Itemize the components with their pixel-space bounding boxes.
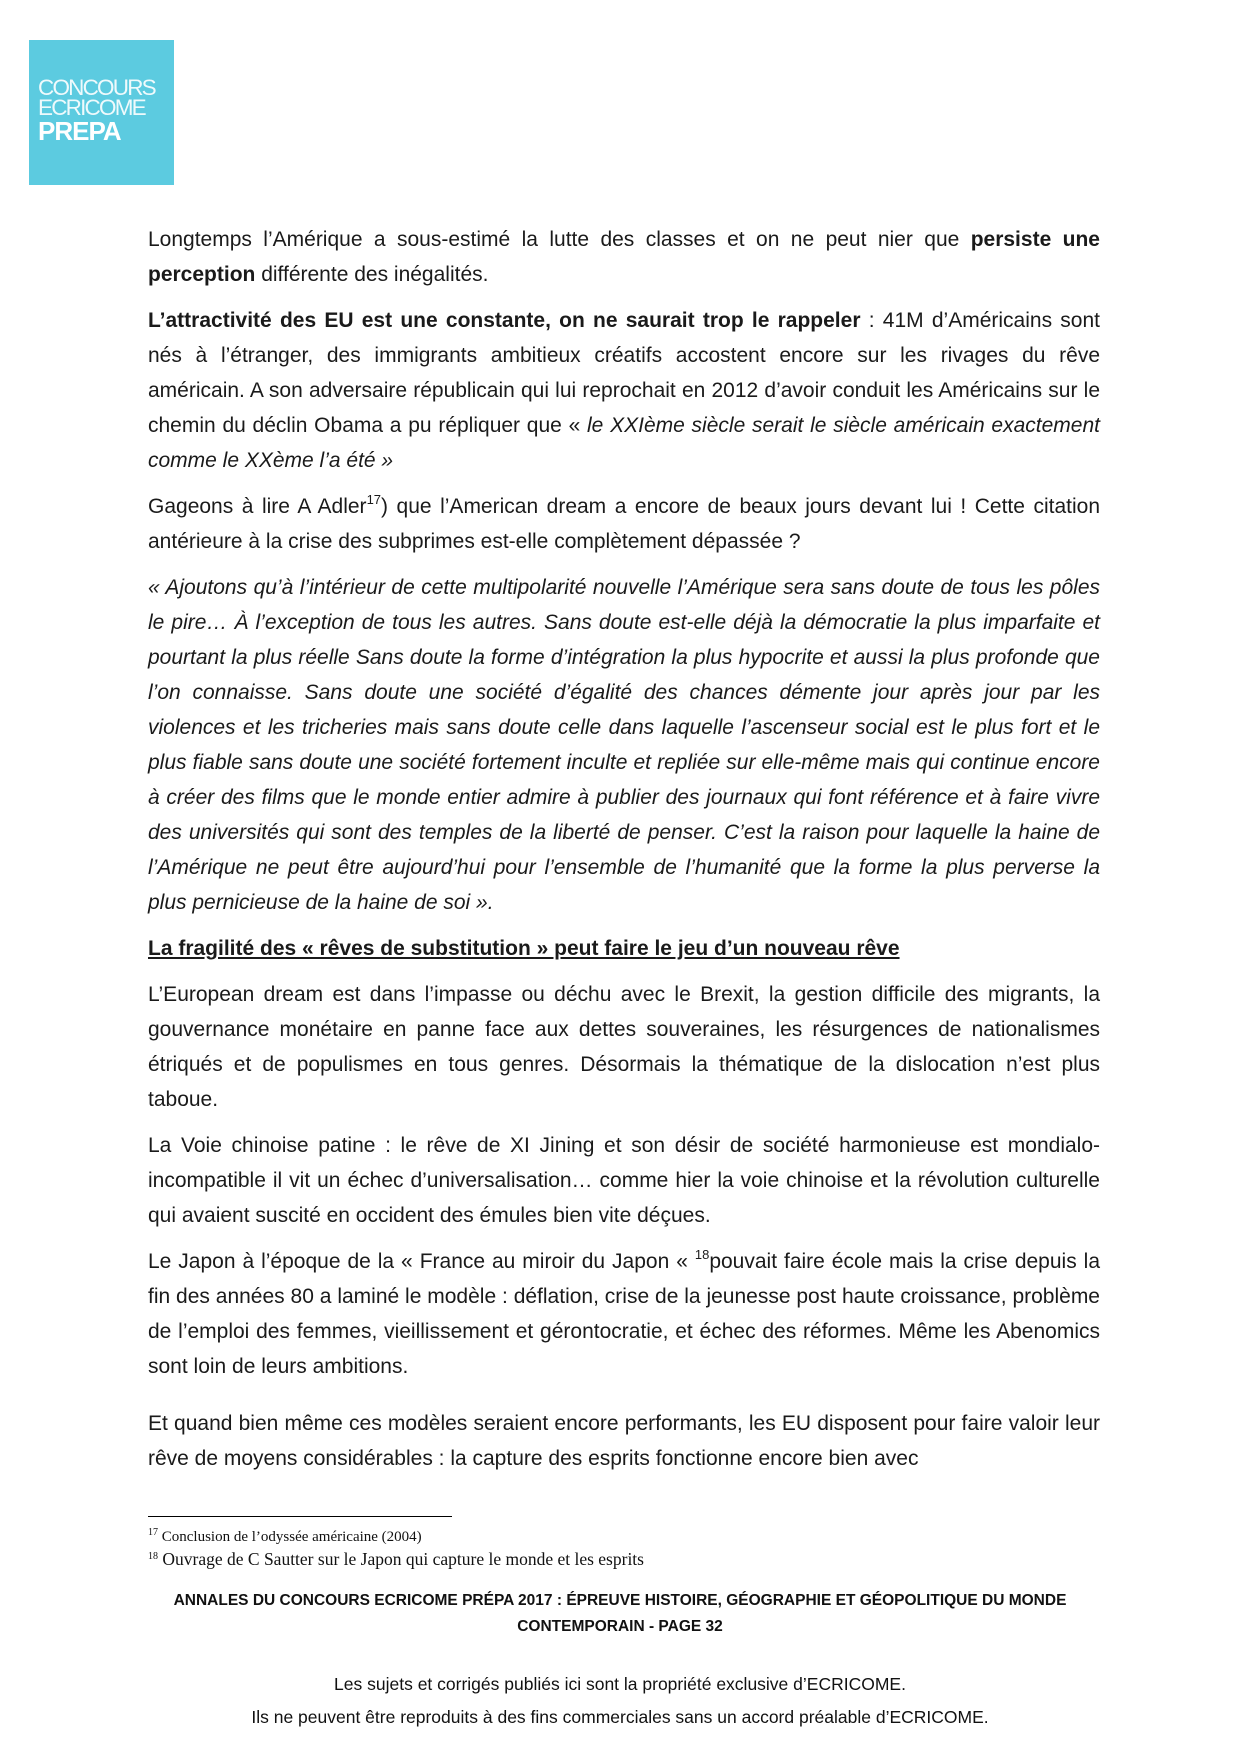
bold-phrase: L’attractivité des EU est une constante, on ne saurait trop le rappeler [148,309,861,332]
footnote-17: $^{17}$ Conclusion de l’odyssée américaine (2004) [148,1527,422,1545]
logo-line-concours: CONCOURS [38,75,155,100]
paragraph-chinese-way: La Voie chinoise patine : le rêve de XI Jining et son désir de société harmonieuse est mondialo-incompatible il vit un échec d’universalisation… comme hier la voie chinoise et la révolution culturelle qui avaient suscité en occident des émules bien vite déçues. [148,1134,1100,1227]
logo-line-ecricome: ECRICOME [38,95,145,120]
paragraph-attractiveness: L’attractivité des EU est une constante, on ne saurait trop le rappeler : 41M d’Américains sont nés à l’étranger, des immigrants ambitieux créatifs accostent encore sur les rivages du rêve américain. A son adversaire républicain qui lui reprochait en 2012 d’avoir conduit les Américains sur le chemin du déclin Obama a pu répliquer que « le XXIème siècle serait le siècle américain exactement comme le XXème l’a été » [148,309,1100,472]
footnote-separator [148,1516,452,1517]
obama-quote: le XXIème siècle serait le siècle américain exactement comme le XXème l’a été » [148,414,1100,472]
annales-line-1: ANNALES DU CONCOURS ECRICOME PRÉPA 2017 : ÉPREUVE HISTOIRE, GÉOGRAPHIE ET GÉOPOLITIQUE DU MONDE [173,1592,1067,1609]
paragraph-adler: Gageons à lire A Adler$^{17}$) que l’American dream a encore de beaux jours devant lui ! Cette citation antérieure à la crise des subprimes est-elle complètement dépassée ? [148,492,1100,553]
paragraph-european-dream: L’European dream est dans l’impasse ou déchu avec le Brexit, la gestion difficile des migrants, la gouvernance monétaire en panne face aux dettes souveraines, les résurgences de nationalismes étriqués et de populismes en tous genres. Désormais la thématique de la dislocation n’est plus taboue. [148,983,1100,1111]
document-body [148,222,1100,1487]
footnotes [148,1526,1100,1570]
paragraph-class-struggle: Longtemps l’Amérique a sous-estimé la lutte des classes et on ne peut nier que persiste une perception différente des inégalités. [148,228,1100,286]
rights-notice [100,1668,1140,1734]
paragraph-adler-quote: « Ajoutons qu’à l’intérieur de cette multipolarité nouvelle l’Amérique sera sans doute de tous les pôles le pire… À l’exception de tous les autres. Sans doute est-elle déjà la démocratie la plus imparfaite et pourtant la plus réelle Sans doute la forme d’intégration la plus hypocrite et aussi la plus profonde que l’on connaisse. Sans doute une société d’égalité des chances démente jour après jour par les violences et les tricheries mais sans doute celle dans laquelle l’ascenseur social est le plus fort et le plus fiable sans doute une société fortement inculte et repliée sur elle-même mais qui continue encore à créer des films que le monde entier admire à publier des journaux qui font référence et à faire vivre des universités qui sont des temples de la liberté de penser. C’est la raison pour laquelle la haine de l’Amérique ne peut être aujourd’hui pour l’ensemble de l’humanité que la forme la plus perverse la plus pernicieuse de la haine de soi ». [148,576,1100,914]
section-heading: La fragilité des « rêves de substitution » peut faire le jeu d’un nouveau rêve [148,937,900,960]
rights-line-1: Les sujets et corrigés publiés ici sont la propriété exclusive d’ECRICOME. [334,1674,906,1694]
bold-phrase: persiste une perception [148,228,1100,286]
footnote-ref-17: 17 [366,492,382,507]
rights-line-2: Ils ne peuvent être reproduits à des fins commerciales sans un accord préalable d’ECRICOME. [251,1707,989,1727]
footnote-ref-18: 18 [694,1247,710,1262]
annales-line-2: CONTEMPORAIN - PAGE 32 [517,1618,723,1635]
logo-line-prepa: PREPA [38,116,121,146]
paragraph-japan: Le Japon à l’époque de la « France au miroir du Japon « $^{18}$pouvait faire école mais la crise depuis la fin des années 80 a laminé le modèle : déflation, crise de la jeunesse post haute croissance, problème de l’emploi des femmes, vieillissement et gérontocratie, et échec des réformes. Même les Abenomics sont loin de leurs ambitions. [148,1247,1100,1378]
footnote-18: $^{18}$ Ouvrage de C Sautter sur le Japon qui capture le monde et les esprits [148,1549,644,1569]
annales-footer [100,1588,1140,1640]
paragraph-us-means: Et quand bien même ces modèles seraient encore performants, les EU disposent pour faire valoir leur rêve de moyens considérables : la capture des esprits fonctionne encore bien avec [148,1412,1100,1470]
ecricome-logo [29,40,174,185]
